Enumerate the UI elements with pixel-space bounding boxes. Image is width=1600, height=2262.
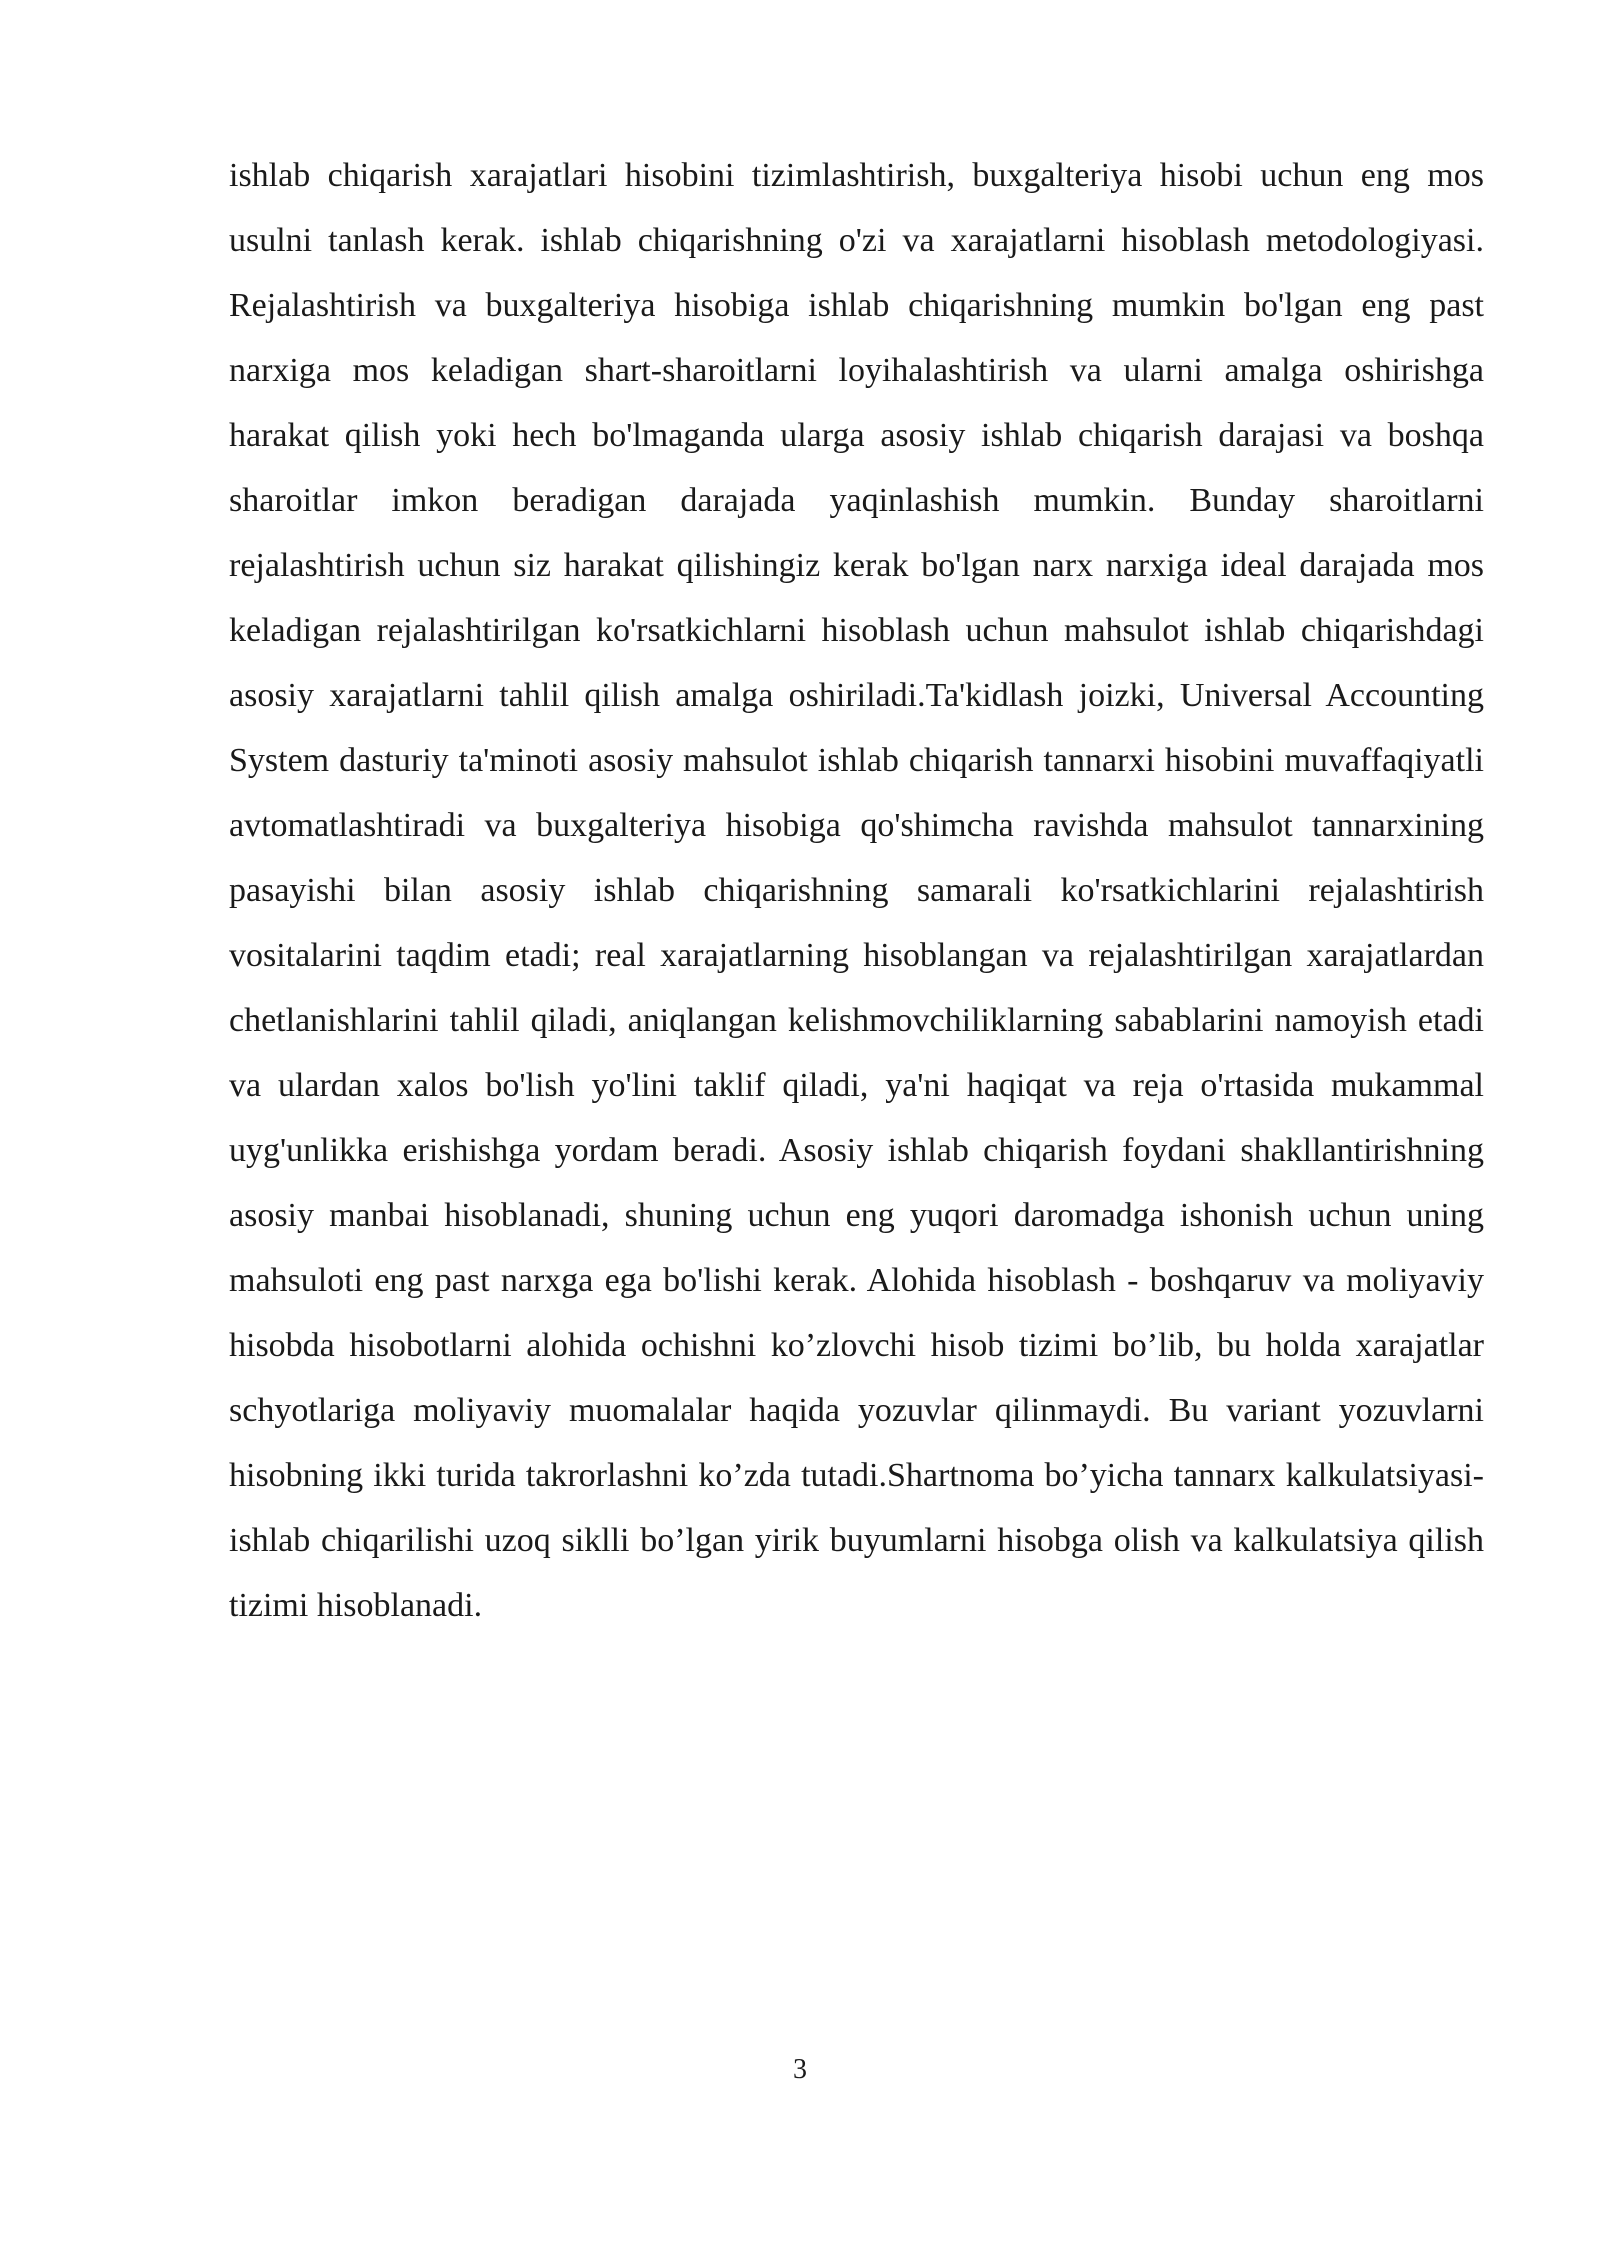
page-number: 3	[793, 2054, 807, 2085]
body-paragraph: ishlab chiqarish xarajatlari hisobini tizimlashtirish, buxgalteriya hisobi uchun eng mos usulni tanlash kerak. ishlab chiqarishning o'zi va xarajatlarni hisoblash metodologiyasi. Rejalashtirish va buxgalteriya hisobiga ishlab chiqarishning mumkin bo'lgan eng past narxiga mos keladigan shart-sharoitlarni loyihalashtirish va ularni amalga oshirishga harakat qilish yoki hech bo'lmaganda ularga asosiy ishlab chiqarish darajasi va boshqa sharoitlar imkon beradigan darajada yaqinlashish mumkin. Bunday sharoitlarni rejalashtirish uchun siz harakat qilishingiz kerak bo'lgan narx narxiga ideal darajada mos keladigan rejalashtirilgan ko'rsatkichlarni hisoblash uchun mahsulot ishlab chiqarishdagi asosiy xarajatlarni tahlil qilish amalga oshiriladi.Ta'kidlash joizki, Universal Accounting System dasturiy ta'minoti asosiy mahsulot ishlab chiqarish tannarxi hisobini muvaffaqiyatli avtomatlashtiradi va buxgalteriya hisobiga qo'shimcha ravishda mahsulot tannarxining pasayishi bilan asosiy ishlab chiqarishning samarali ko'rsatkichlarini rejalashtirish vositalarini taqdim etadi; real xarajatlarning hisoblangan va rejalashtirilgan xarajatlardan chetlanishlarini tahlil qiladi, aniqlangan kelishmovchiliklarning sabablarini namoyish etadi va ulardan xalos bo'lish yo'lini taklif qiladi, ya'ni haqiqat va reja o'rtasida mukammal uyg'unlikka erishishga yordam beradi. Asosiy ishlab chiqarish foydani shakllantirishning asosiy manbai hisoblanadi, shuning uchun eng yuqori daromadga ishonish uchun uning mahsuloti eng past narxga ega bo'lishi kerak. Alohida hisoblash - boshqaruv va moliyaviy hisobda hisobotlarni alohida ochishni ko’zlovchi hisob tizimi bo’lib, bu holda xarajatlar schyotlariga moliyaviy muomalalar haqida yozuvlar qilinmaydi. Bu variant yozuvlarni hisobning ikki turida takrorlashni ko’zda tutadi.Shartnoma bo’yicha tannarx kalkulatsiyasi- ishlab chiqarilishi uzoq siklli bo’lgan yirik buyumlarni hisobga olish va kalkulatsiya qilish tizimi hisoblanadi.	[229, 157, 1484, 1624]
